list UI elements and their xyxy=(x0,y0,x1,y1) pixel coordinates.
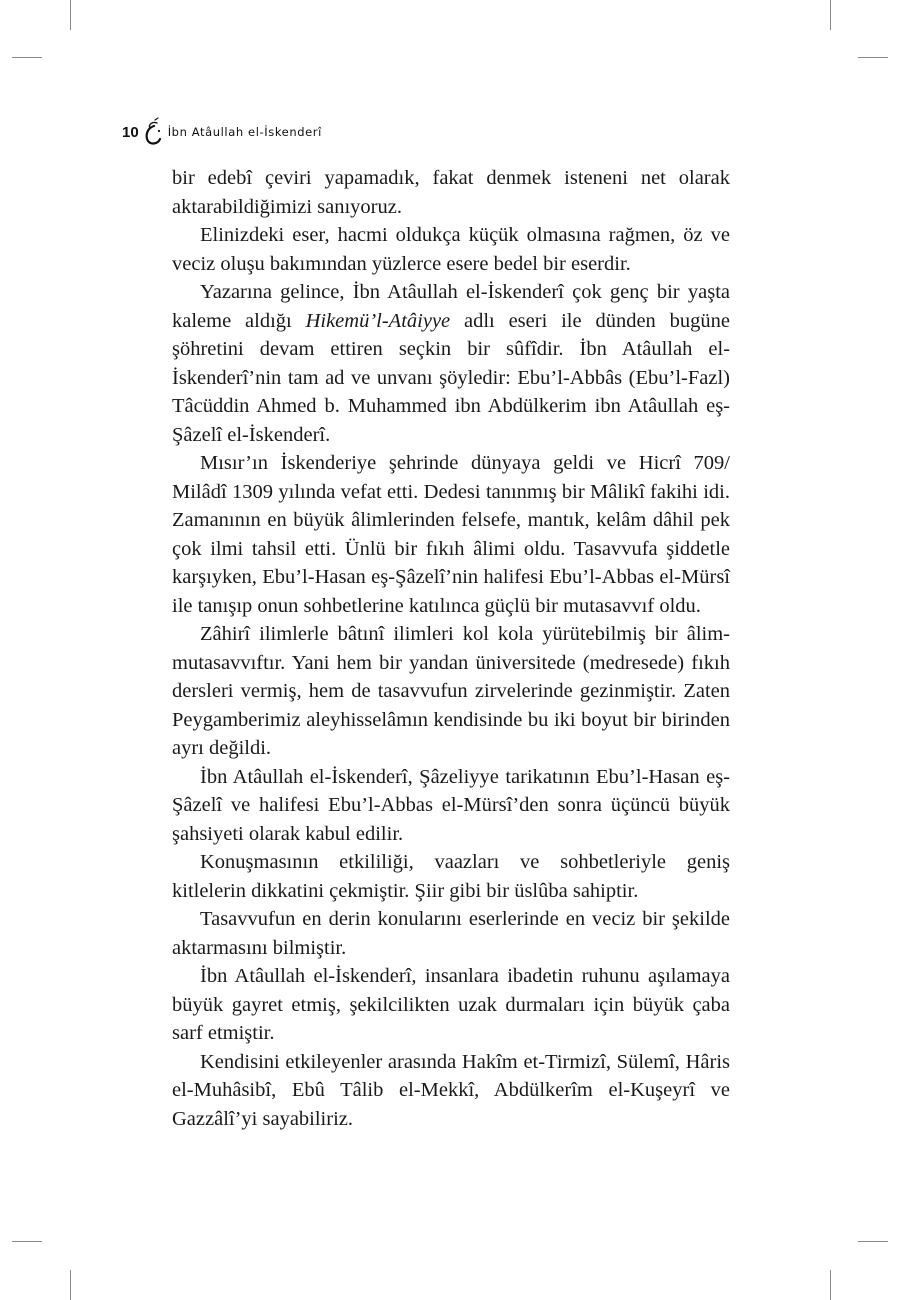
calligraphy-ornament-icon xyxy=(142,117,166,147)
paragraph: Kendisini etkileyenler arasında Hakîm et-Tirmizî, Sülemî, Hâris el-Muhâsibî, Ebû Tâlib el-Mekkî, Abdülkerîm el-Kuşeyrî ve Gazzâlî’yi sayabiliriz. xyxy=(172,1050,730,1130)
crop-mark-top-left xyxy=(70,0,71,30)
page-number: 10 xyxy=(122,123,139,141)
paragraph: Zâhirî ilimlerle bâtınî ilimleri kol kola yürütebilmiş bir âlim-mutasavvıftır. Yani hem bir yandan üniversitede (medresede) fıkıh dersleri vermiş, hem de tasavvufun zirvelerinde gezinmiştir. Zaten Peygamberimiz aleyhisselâmın kendisinde bu iki boyut bir birinden ayrı değildi. xyxy=(172,623,730,759)
crop-mark-right-bottom xyxy=(858,1241,888,1242)
crop-mark-left-bottom xyxy=(12,1241,42,1242)
paragraph: Tasavvufun en derin konularını eserlerinde en veciz bir şekilde aktarmasını bilmiştir. xyxy=(172,908,730,959)
paragraph: İbn Atâullah el-İskenderî, insanlara ibadetin ruhunu aşılamaya büyük gayret etmiş, şekilcilikten uzak durmaları için büyük çaba sarf etmiştir. xyxy=(172,965,730,1044)
paragraph xyxy=(172,278,730,449)
paragraph: Mısır’ın İskenderiye şehrinde dünyaya geldi ve Hicrî 709/ Milâdî 1309 yılında vefat etti. Dedesi tanınmış bir Mâlikî fakihi idi. Zamanının en büyük âlimlerinden felsefe, mantık, kelâm dâhil pek çok ilmi tahsil etti. Ünlü bir fıkıh âlimi oldu. Tasavvufa şiddetle karşıyken, Ebu’l-Hasan eş-Şâzelî’nin halifesi Ebu’l-Abbas el-Mürsî ile tanışıp onun sohbetlerine katılınca güçlü bir mutasavvıf oldu. xyxy=(172,452,730,617)
running-header xyxy=(122,118,322,146)
crop-mark-bottom-left xyxy=(70,1270,71,1300)
crop-mark-bottom-right xyxy=(830,1270,831,1300)
crop-mark-top-right xyxy=(830,0,831,30)
book-title: Hikemü’l-Atâiyye xyxy=(305,309,451,332)
body-text xyxy=(172,164,730,1133)
crop-mark-left-top xyxy=(12,57,42,58)
crop-mark-right-top xyxy=(858,57,888,58)
paragraph: İbn Atâullah el-İskenderî, Şâzeliyye tarikatının Ebu’l-Hasan eş-Şâzelî ve halifesi Ebu’l-Abbas el-Mürsî’den sonra üçüncü büyük şahsiyeti olarak kabul edilir. xyxy=(172,765,730,845)
paragraph: Konuşmasının etkililiği, vaazları ve sohbetleriyle geniş kitlelerin dikkatini çekmiştir. Şiir gibi bir üslûba sahiptir. xyxy=(172,851,730,902)
paragraph-text: adlı eseri ile dünden bugüne şöhretini devam ettiren seçkin bir sûfîdir. İbn Atâullah el-İskenderî’nin tam ad ve unvanı şöyledir: Ebu’l-Abbâs (Ebu’l-Fazl) Tâcüddin Ahmed b. Muhammed ibn Abdülkerim ibn Atâullah eş-Şâzelî el-İskenderî. xyxy=(172,309,730,446)
paragraph: bir edebî çeviri yapamadık, fakat denmek isteneni net olarak aktarabildiğimizi sanıyoruz. xyxy=(172,167,730,218)
paragraph-text: Yazarına gelince, İbn Atâullah el-İskenderî çok genç bir yaşta kaleme aldığı xyxy=(172,281,730,332)
running-title: İbn Atâullah el-İskenderî xyxy=(167,125,322,139)
paragraph: Elinizdeki eser, hacmi oldukça küçük olmasına rağmen, öz ve veciz oluşu bakımından yüzlerce esere bedel bir eserdir. xyxy=(172,224,730,275)
